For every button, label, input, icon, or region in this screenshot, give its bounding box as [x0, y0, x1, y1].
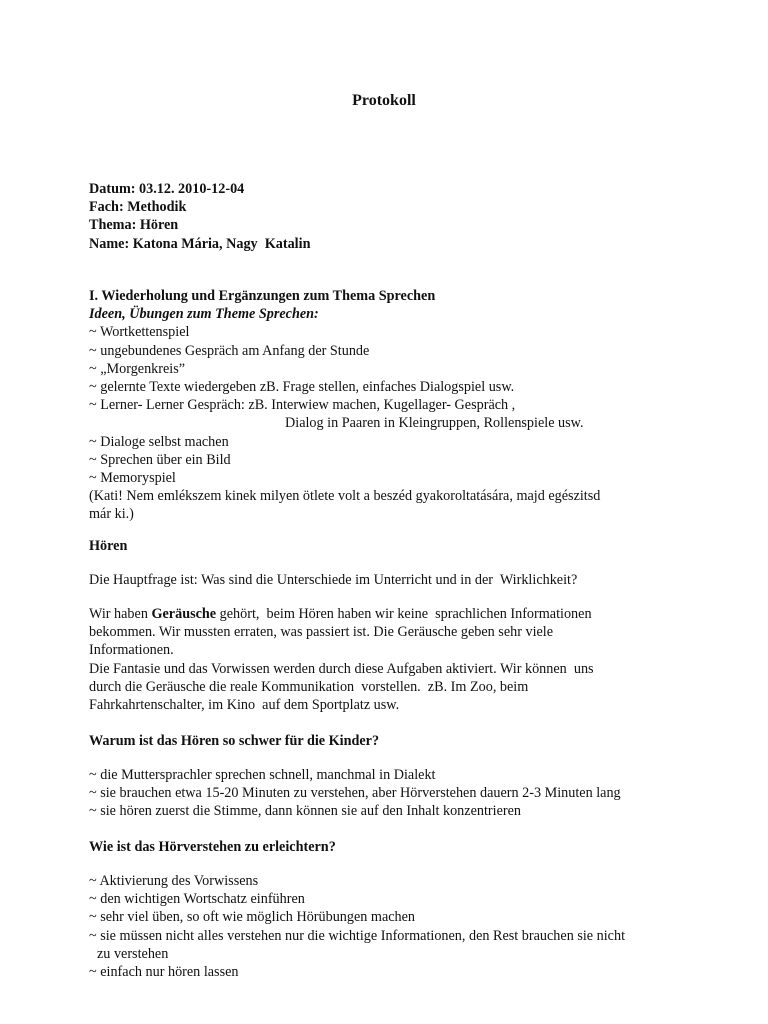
section-hoeren-paragraph: [89, 605, 689, 714]
meta-fach: Fach: Methodik: [89, 199, 187, 216]
section-erleichtern-list: [89, 872, 689, 981]
list-item: ~ Aktivierung des Vorwissens: [89, 873, 259, 889]
list-item: ~ sie hören zuerst die Stimme, dann können sie auf den Inhalt konzentrieren: [89, 803, 521, 820]
list-item: ~ „Morgenkreis”: [89, 360, 186, 377]
paragraph-text: gehört, beim Hören haben wir keine sprachlichen Informationen: [216, 606, 592, 622]
section-heading: Warum ist das Hören so schwer für die Kinder?: [89, 733, 380, 749]
page-title: Protokoll: [352, 92, 416, 109]
paragraph-text: Informationen.: [89, 642, 174, 659]
list-item: ~ sie brauchen etwa 15-20 Minuten zu verstehen, aber Hörverstehen dauern 2-3 Minuten lang: [89, 785, 621, 802]
list-item: ~ Dialoge selbst machen: [89, 433, 229, 450]
list-item-continuation: zu verstehen: [97, 945, 169, 962]
paragraph-text: durch die Geräusche die reale Kommunikation vorstellen. zB. Im Zoo, beim: [89, 678, 529, 695]
paragraph-text: Die Fantasie und das Vorwissen werden durch diese Aufgaben aktiviert. Wir können uns: [89, 660, 594, 677]
section-hoeren-question: [89, 571, 689, 589]
paragraph-text: Die Hauptfrage ist: Was sind die Unterschiede im Unterricht und in der Wirklichkeit?: [89, 572, 578, 588]
list-item: ~ gelernte Texte wiedergeben zB. Frage stellen, einfaches Dialogspiel usw.: [89, 378, 515, 395]
paragraph-text: Fahrkahrtenschalter, im Kino auf dem Sportplatz usw.: [89, 696, 400, 713]
paragraph-line: [89, 605, 689, 623]
list-item: ~ einfach nur hören lassen: [89, 963, 239, 980]
emphasis-text: Geräusche: [151, 606, 217, 622]
list-item-continuation: Dialog in Paaren in Kleingruppen, Rollenspiele usw.: [285, 415, 584, 432]
section-heading: Hören: [89, 538, 128, 554]
list-item: ~ ungebundenes Gespräch am Anfang der Stunde: [89, 342, 370, 359]
list-item: ~ Memoryspiel: [89, 469, 176, 486]
section-sprechen: [89, 287, 689, 523]
paragraph-text: bekommen. Wir mussten erraten, was passiert ist. Die Geräusche geben sehr viele: [89, 624, 554, 641]
section-erleichtern: [89, 838, 689, 856]
section-heading: Wie ist das Hörverstehen zu erleichtern?: [89, 839, 336, 855]
note-text: (Kati! Nem emlékszem kinek milyen ötlete volt a beszéd gyakoroltatására, majd egészitsd: [89, 488, 601, 505]
list-item: ~ Sprechen über ein Bild: [89, 451, 231, 468]
section-subheading: Ideen, Übungen zum Theme Sprechen:: [89, 306, 319, 323]
meta-datum: Datum: 03.12. 2010-12-04: [89, 181, 245, 197]
meta-name: Name: Katona Mária, Nagy Katalin: [89, 235, 311, 252]
list-item: ~ sie müssen nicht alles verstehen nur die wichtige Informationen, den Rest brauchen sie nicht: [89, 927, 626, 944]
meta-thema: Thema: Hören: [89, 217, 179, 234]
list-item: ~ Wortkettenspiel: [89, 324, 190, 341]
list-item: ~ die Muttersprachler sprechen schnell, manchmal in Dialekt: [89, 767, 436, 783]
section-warum-list: [89, 766, 689, 821]
paragraph-text: Wir haben: [89, 606, 152, 622]
meta-block: [89, 180, 689, 253]
section-hoeren: [89, 537, 689, 555]
section-heading: I. Wiederholung und Ergänzungen zum Thema Sprechen: [89, 288, 436, 304]
section-warum: [89, 732, 689, 750]
note-text: már ki.): [89, 506, 134, 523]
list-item: ~ Lerner- Lerner Gespräch: zB. Interwiew machen, Kugellager- Gespräch ,: [89, 397, 516, 414]
list-item: ~ den wichtigen Wortschatz einführen: [89, 891, 305, 908]
list-item: ~ sehr viel üben, so oft wie möglich Hörübungen machen: [89, 909, 416, 926]
